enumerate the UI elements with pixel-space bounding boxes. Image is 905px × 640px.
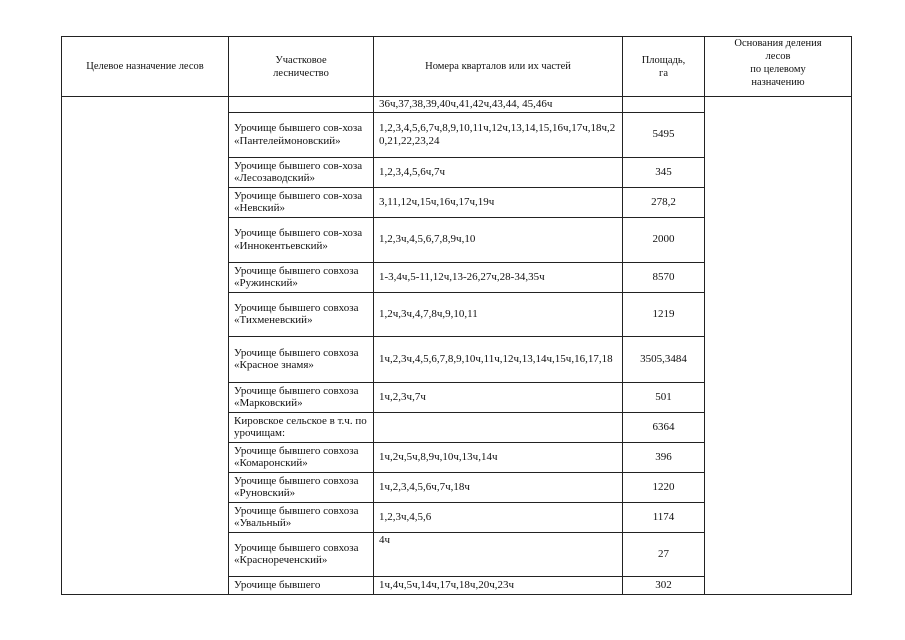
area-cell: 27 [623,532,705,576]
area-cell: 1174 [623,502,705,532]
basis-cell [705,97,852,595]
area-cell: 3505,3484 [623,336,705,382]
forestry-cell: Кировское сельское в т.ч. по урочищам: [229,412,374,442]
quarters-cell: 1ч,2,3ч,7ч [374,382,623,412]
forestry-cell: Урочище бывшего сов-хоза «Пантелеймоновский» [229,112,374,157]
area-cell: 1220 [623,472,705,502]
forestry-cell: Урочище бывшего совхоза «Марковский» [229,382,374,412]
header-quarters: Номера кварталов или их частей [374,37,623,97]
quarters-cell: 1ч,2,3,4,5,6ч,7ч,18ч [374,472,623,502]
forestry-cell: Урочище бывшего сов-хоза «Невский» [229,187,374,217]
area-cell: 345 [623,157,705,187]
forestry-cell: Урочище бывшего сов-хоза «Иннокентьевский» [229,217,374,262]
header-forestry: Участковое лесничество [229,37,374,97]
forest-purpose-table [61,36,852,595]
header-basis: Основания деления лесов по целевому назначению [705,37,852,97]
area-cell: 2000 [623,217,705,262]
forestry-cell: Урочище бывшего совхоза «Красное знамя» [229,336,374,382]
quarters-cell: 1,2,3,4,5,6,7ч,8,9,10,11ч,12ч,13,14,15,16ч,17ч,18ч,20,21,22,23,24 [374,112,623,157]
forestry-cell: Урочище бывшего совхоза «Комаронский» [229,442,374,472]
quarters-cell: 1-3,4ч,5-11,12ч,13-26,27ч,28-34,35ч [374,262,623,292]
area-cell: 1219 [623,292,705,336]
forestry-cell: Урочище бывшего совхоза «Ружинский» [229,262,374,292]
area-cell: 8570 [623,262,705,292]
quarters-cell: 1ч,2,3ч,4,5,6,7,8,9,10ч,11ч,12ч,13,14ч,15ч,16,17,18 [374,336,623,382]
quarters-cell: 1,2,3,4,5,6ч,7ч [374,157,623,187]
forestry-cell: Урочище бывшего сов-хоза «Лесозаводский» [229,157,374,187]
quarters-cell: 1ч,4ч,5ч,14ч,17ч,18ч,20ч,23ч [374,576,623,594]
area-cell: 501 [623,382,705,412]
header-area: Площадь, га [623,37,705,97]
forestry-cell: Урочище бывшего [229,576,374,594]
quarters-cell: 1,2,3ч,4,5,6 [374,502,623,532]
purpose-cell [62,97,229,595]
area-cell: 278,2 [623,187,705,217]
quarters-cell: 4ч [374,532,623,576]
quarters-cell: 1,2ч,3ч,4,7,8ч,9,10,11 [374,292,623,336]
forestry-cell: Урочище бывшего совхоза «Краснореченский» [229,532,374,576]
quarters-cell: 3,11,12ч,15ч,16ч,17ч,19ч [374,187,623,217]
area-cell: 5495 [623,112,705,157]
area-cell [623,97,705,113]
table-row [62,97,852,113]
area-cell: 302 [623,576,705,594]
forestry-cell: Урочище бывшего совхоза «Тихменевский» [229,292,374,336]
forestry-cell [229,97,374,113]
forestry-cell: Урочище бывшего совхоза «Руновский» [229,472,374,502]
quarters-cell: 36ч,37,38,39,40ч,41,42ч,43,44, 45,46ч [374,97,623,113]
area-cell: 6364 [623,412,705,442]
table-header-row [62,37,852,97]
header-purpose: Целевое назначение лесов [62,37,229,97]
quarters-cell: 1,2,3ч,4,5,6,7,8,9ч,10 [374,217,623,262]
quarters-cell [374,412,623,442]
area-cell: 396 [623,442,705,472]
forestry-cell: Урочище бывшего совхоза «Увальный» [229,502,374,532]
quarters-cell: 1ч,2ч,5ч,8,9ч,10ч,13ч,14ч [374,442,623,472]
